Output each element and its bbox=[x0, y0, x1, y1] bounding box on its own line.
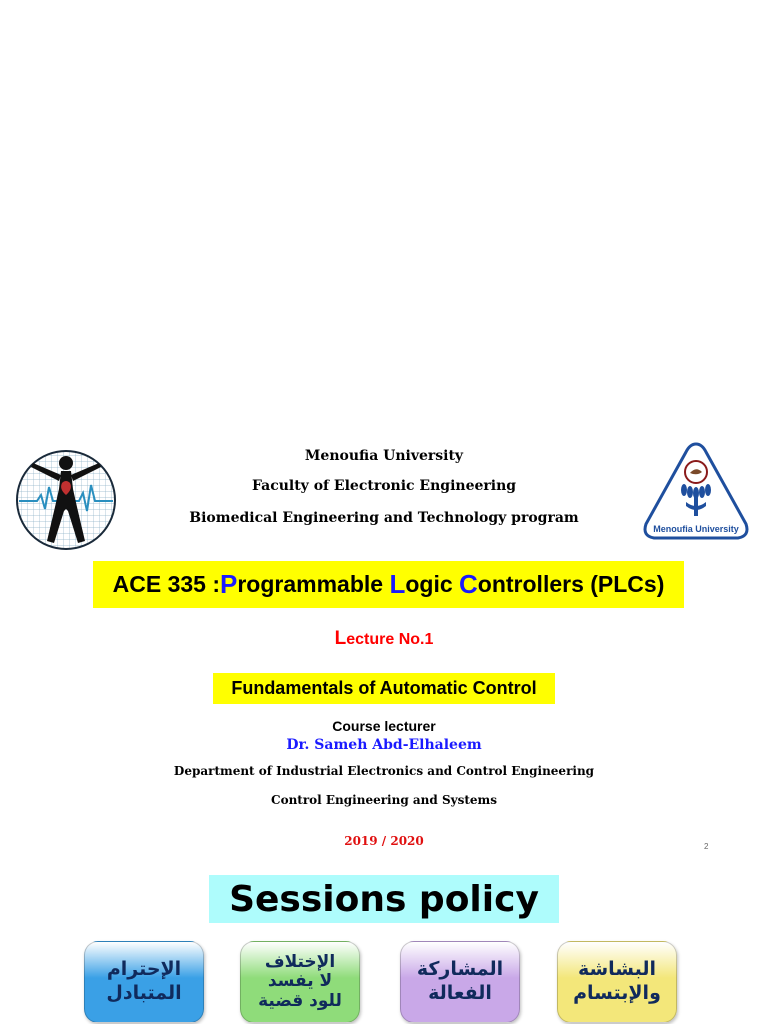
logo-caption: Menoufia University bbox=[653, 524, 739, 534]
lecture-rest: ecture No.1 bbox=[346, 631, 434, 648]
biomedical-man-ecg-icon bbox=[15, 449, 117, 551]
department-name: Department of Industrial Electronics and Control Engineering bbox=[173, 764, 595, 778]
policy-card-cheerfulness: البشاشة والإبتسام bbox=[557, 941, 677, 1023]
university-name: Menoufia University bbox=[304, 448, 464, 464]
course-initial-p: P bbox=[220, 569, 238, 599]
lecturer-label: Course lecturer bbox=[332, 718, 436, 734]
course-word-logic: ogic bbox=[405, 571, 460, 597]
program-name: Biomedical Engineering and Technology program bbox=[189, 510, 579, 526]
lecture-initial: L bbox=[334, 628, 347, 649]
faculty-name: Faculty of Electronic Engineering bbox=[251, 478, 517, 494]
policy-card-disagreement: الإختلاف لا يفسد للود قضية bbox=[240, 941, 360, 1023]
policy-card-active-participation: المشاركة الفعالة bbox=[400, 941, 520, 1023]
lecturer-name: Dr. Sameh Abd-Elhaleem bbox=[286, 737, 482, 753]
course-title bbox=[93, 561, 684, 608]
page-number: 2 bbox=[704, 842, 709, 851]
lecture-number bbox=[0, 628, 768, 650]
menoufia-university-logo bbox=[640, 440, 752, 544]
course-initial-c: C bbox=[459, 569, 478, 599]
course-word-programmable: rogrammable bbox=[237, 571, 390, 597]
lecture-topic: Fundamentals of Automatic Control bbox=[213, 673, 555, 704]
section-name: Control Engineering and Systems bbox=[271, 793, 497, 807]
course-initial-l: L bbox=[389, 569, 406, 599]
sessions-policy-title: Sessions policy bbox=[209, 875, 559, 923]
policy-card-mutual-respect: الإحترام المتبادل bbox=[84, 941, 204, 1023]
biomedical-program-logo bbox=[15, 449, 117, 551]
course-word-controllers: ontrollers (PLCs) bbox=[477, 571, 665, 597]
academic-year: 2019 / 2020 bbox=[344, 834, 424, 848]
course-code: ACE 335 : bbox=[112, 571, 220, 597]
